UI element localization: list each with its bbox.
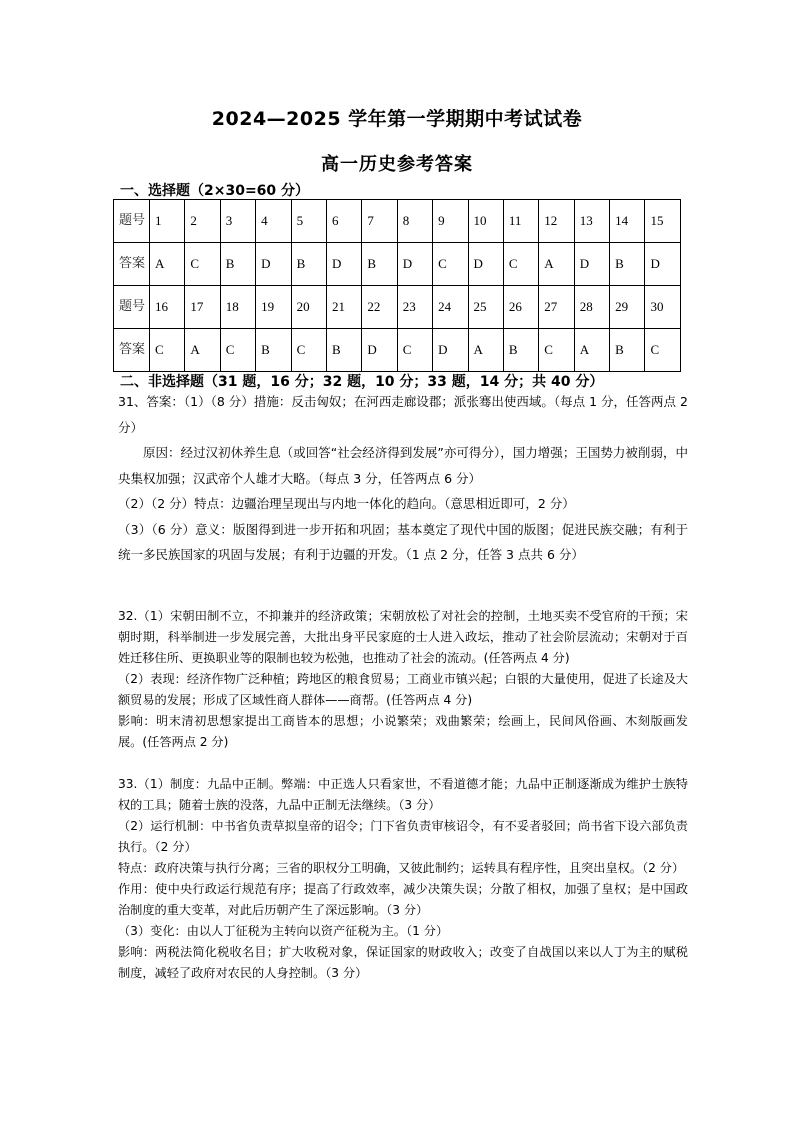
- question-number-cell: 26: [503, 286, 538, 329]
- exam-subtitle: 高一历史参考答案: [321, 154, 473, 175]
- q31-part3: （3）（6 分）意义：版图得到进一步开拓和巩固；基本奠定了现代中国的版图；促进民族交融；有利于统一多民族国家的巩固与发展；有利于边疆的开发。（1 点 2 分，任答 3 点共 6 分）: [118, 521, 688, 562]
- question-number-cell: 27: [539, 286, 574, 329]
- q33-part3: （3）变化：由以人丁征税为主转向以资产征税为主。（1 分）: [118, 924, 449, 938]
- question-32-answer: [118, 606, 688, 753]
- question-number-cell: 13: [574, 200, 609, 243]
- question-number-cell: 28: [574, 286, 609, 329]
- section2-heading: 二、非选择题（31 题，16 分；32 题，10 分；33 题，14 分；共 40 分）: [120, 374, 604, 390]
- question-number-cell: 16: [150, 286, 185, 329]
- q33-features: 特点：政府决策与执行分离；三省的职权分工明确，又彼此制约；运转具有程序性，且突出皇权。（2 分）: [118, 861, 685, 875]
- q32-part2: （2）表现：经济作物广泛种植；跨地区的粮食贸易；工商业市镇兴起；白银的大量使用，促进了长途及大额贸易的发展；形成了区域性商人群体——商帮。(任答两点 4 分): [118, 672, 688, 707]
- answer-letter-cell: B: [291, 243, 326, 286]
- answer-letter-cell: B: [362, 243, 397, 286]
- question-number-cell: 15: [645, 200, 681, 243]
- q33-function: 作用：使中央行政运行规范有序；提高了行政效率，减少决策失误；分散了相权，加强了皇权；是中国政治制度的重大变革，对此后历朝产生了深远影响。（3 分）: [118, 882, 688, 917]
- answer-letter-cell: D: [433, 329, 468, 372]
- answer-row-label: 答案: [114, 329, 150, 372]
- q31-part1: 31、答案：（1）（8 分）措施：反击匈奴；在河西走廊设郡；派张骞出使西域。（每点 1 分，任答两点 2 分）: [118, 394, 688, 435]
- question-number-cell: 29: [610, 286, 645, 329]
- q33-part2: （2）运行机制：中书省负责草拟皇帝的诏令；门下省负责审核诏令，有不妥者驳回；尚书省下设六部负责执行。（2 分）: [118, 819, 688, 854]
- table-row: [114, 286, 681, 329]
- answer-letter-cell: C: [220, 329, 255, 372]
- answer-letter-cell: D: [397, 243, 432, 286]
- question-number-cell: 20: [291, 286, 326, 329]
- answer-letter-cell: A: [574, 329, 609, 372]
- answer-letter-cell: B: [326, 329, 361, 372]
- q33-impact: 影响：两税法简化税收名目；扩大收税对象，保证国家的财政收入；改变了自战国以来以人丁为主的赋税制度，减轻了政府对农民的人身控制。（3 分）: [118, 945, 688, 980]
- answer-letter-cell: C: [645, 329, 681, 372]
- question-number-cell: 19: [256, 286, 291, 329]
- question-number-cell: 1: [150, 200, 185, 243]
- question-number-cell: 6: [326, 200, 361, 243]
- question-number-cell: 18: [220, 286, 255, 329]
- answer-letter-cell: D: [645, 243, 681, 286]
- q32-part1: 32.（1）宋朝田制不立，不抑兼并的经济政策；宋朝放松了对社会的控制，土地买卖不受官府的干预；宋朝时期，科举制进一步发展完善，大批出身平民家庭的士人进入政坛，推动了社会阶层流动；宋朝对于百姓迁移住所、更换职业等的限制也较为松弛，也推动了社会的流动。(任答两点 4 分): [118, 609, 688, 665]
- question-number-cell: 23: [397, 286, 432, 329]
- question-number-cell: 24: [433, 286, 468, 329]
- question-31-answer: [118, 389, 688, 568]
- question-number-cell: 9: [433, 200, 468, 243]
- question-row-label: 题号: [114, 286, 150, 329]
- question-row-label: 题号: [114, 200, 150, 243]
- answer-letter-cell: D: [256, 243, 291, 286]
- q31-part2: （2）（2 分）特点：边疆治理呈现出与内地一体化的趋向。（意思相近即可，2 分）: [118, 496, 575, 511]
- question-number-cell: 21: [326, 286, 361, 329]
- answer-letter-cell: D: [362, 329, 397, 372]
- answer-letter-cell: B: [610, 329, 645, 372]
- question-number-cell: 14: [610, 200, 645, 243]
- question-number-cell: 17: [185, 286, 220, 329]
- answer-letter-cell: C: [291, 329, 326, 372]
- answer-letter-cell: C: [397, 329, 432, 372]
- answer-letter-cell: C: [503, 243, 538, 286]
- exam-title: 2024—2025 学年第一学期期中考试试卷: [211, 108, 583, 130]
- question-number-cell: 4: [256, 200, 291, 243]
- answer-letter-cell: D: [326, 243, 361, 286]
- question-number-cell: 7: [362, 200, 397, 243]
- answer-letter-cell: B: [503, 329, 538, 372]
- question-number-cell: 11: [503, 200, 538, 243]
- answer-letter-cell: C: [539, 329, 574, 372]
- question-number-cell: 5: [291, 200, 326, 243]
- answer-letter-cell: A: [539, 243, 574, 286]
- answer-row-label: 答案: [114, 243, 150, 286]
- q33-part1: 33.（1）制度：九品中正制。弊端：中正选人只看家世，不看道德才能；九品中正制逐渐成为维护士族特权的工具；随着士族的没落，九品中正制无法继续。（3 分）: [118, 777, 688, 812]
- answer-letter-cell: B: [220, 243, 255, 286]
- section1-heading: 一、选择题（2×30=60 分）: [120, 183, 310, 199]
- answer-letter-cell: C: [433, 243, 468, 286]
- question-number-cell: 10: [468, 200, 503, 243]
- multiple-choice-answer-table: [113, 199, 681, 372]
- question-number-cell: 25: [468, 286, 503, 329]
- answer-letter-cell: B: [256, 329, 291, 372]
- question-number-cell: 22: [362, 286, 397, 329]
- answer-letter-cell: D: [574, 243, 609, 286]
- question-33-answer: [118, 774, 688, 984]
- answer-letter-cell: C: [150, 329, 185, 372]
- answer-letter-cell: A: [150, 243, 185, 286]
- question-number-cell: 12: [539, 200, 574, 243]
- q32-impact: 影响：明末清初思想家提出工商皆本的思想；小说繁荣；戏曲繁荣；绘画上，民间风俗画、木刻版画发展。(任答两点 2 分): [118, 714, 688, 749]
- question-number-cell: 30: [645, 286, 681, 329]
- table-row: [114, 243, 681, 286]
- question-number-cell: 2: [185, 200, 220, 243]
- answer-letter-cell: D: [468, 243, 503, 286]
- answer-letter-cell: B: [610, 243, 645, 286]
- question-number-cell: 8: [397, 200, 432, 243]
- question-number-cell: 3: [220, 200, 255, 243]
- q31-reason: 原因：经过汉初休养生息（或回答“社会经济得到发展”亦可得分），国力增强；王国势力被削弱，中央集权加强；汉武帝个人雄才大略。（每点 3 分，任答两点 6 分）: [118, 445, 688, 486]
- answer-letter-cell: C: [185, 243, 220, 286]
- answer-letter-cell: A: [185, 329, 220, 372]
- table-row: [114, 200, 681, 243]
- answer-letter-cell: A: [468, 329, 503, 372]
- table-row: [114, 329, 681, 372]
